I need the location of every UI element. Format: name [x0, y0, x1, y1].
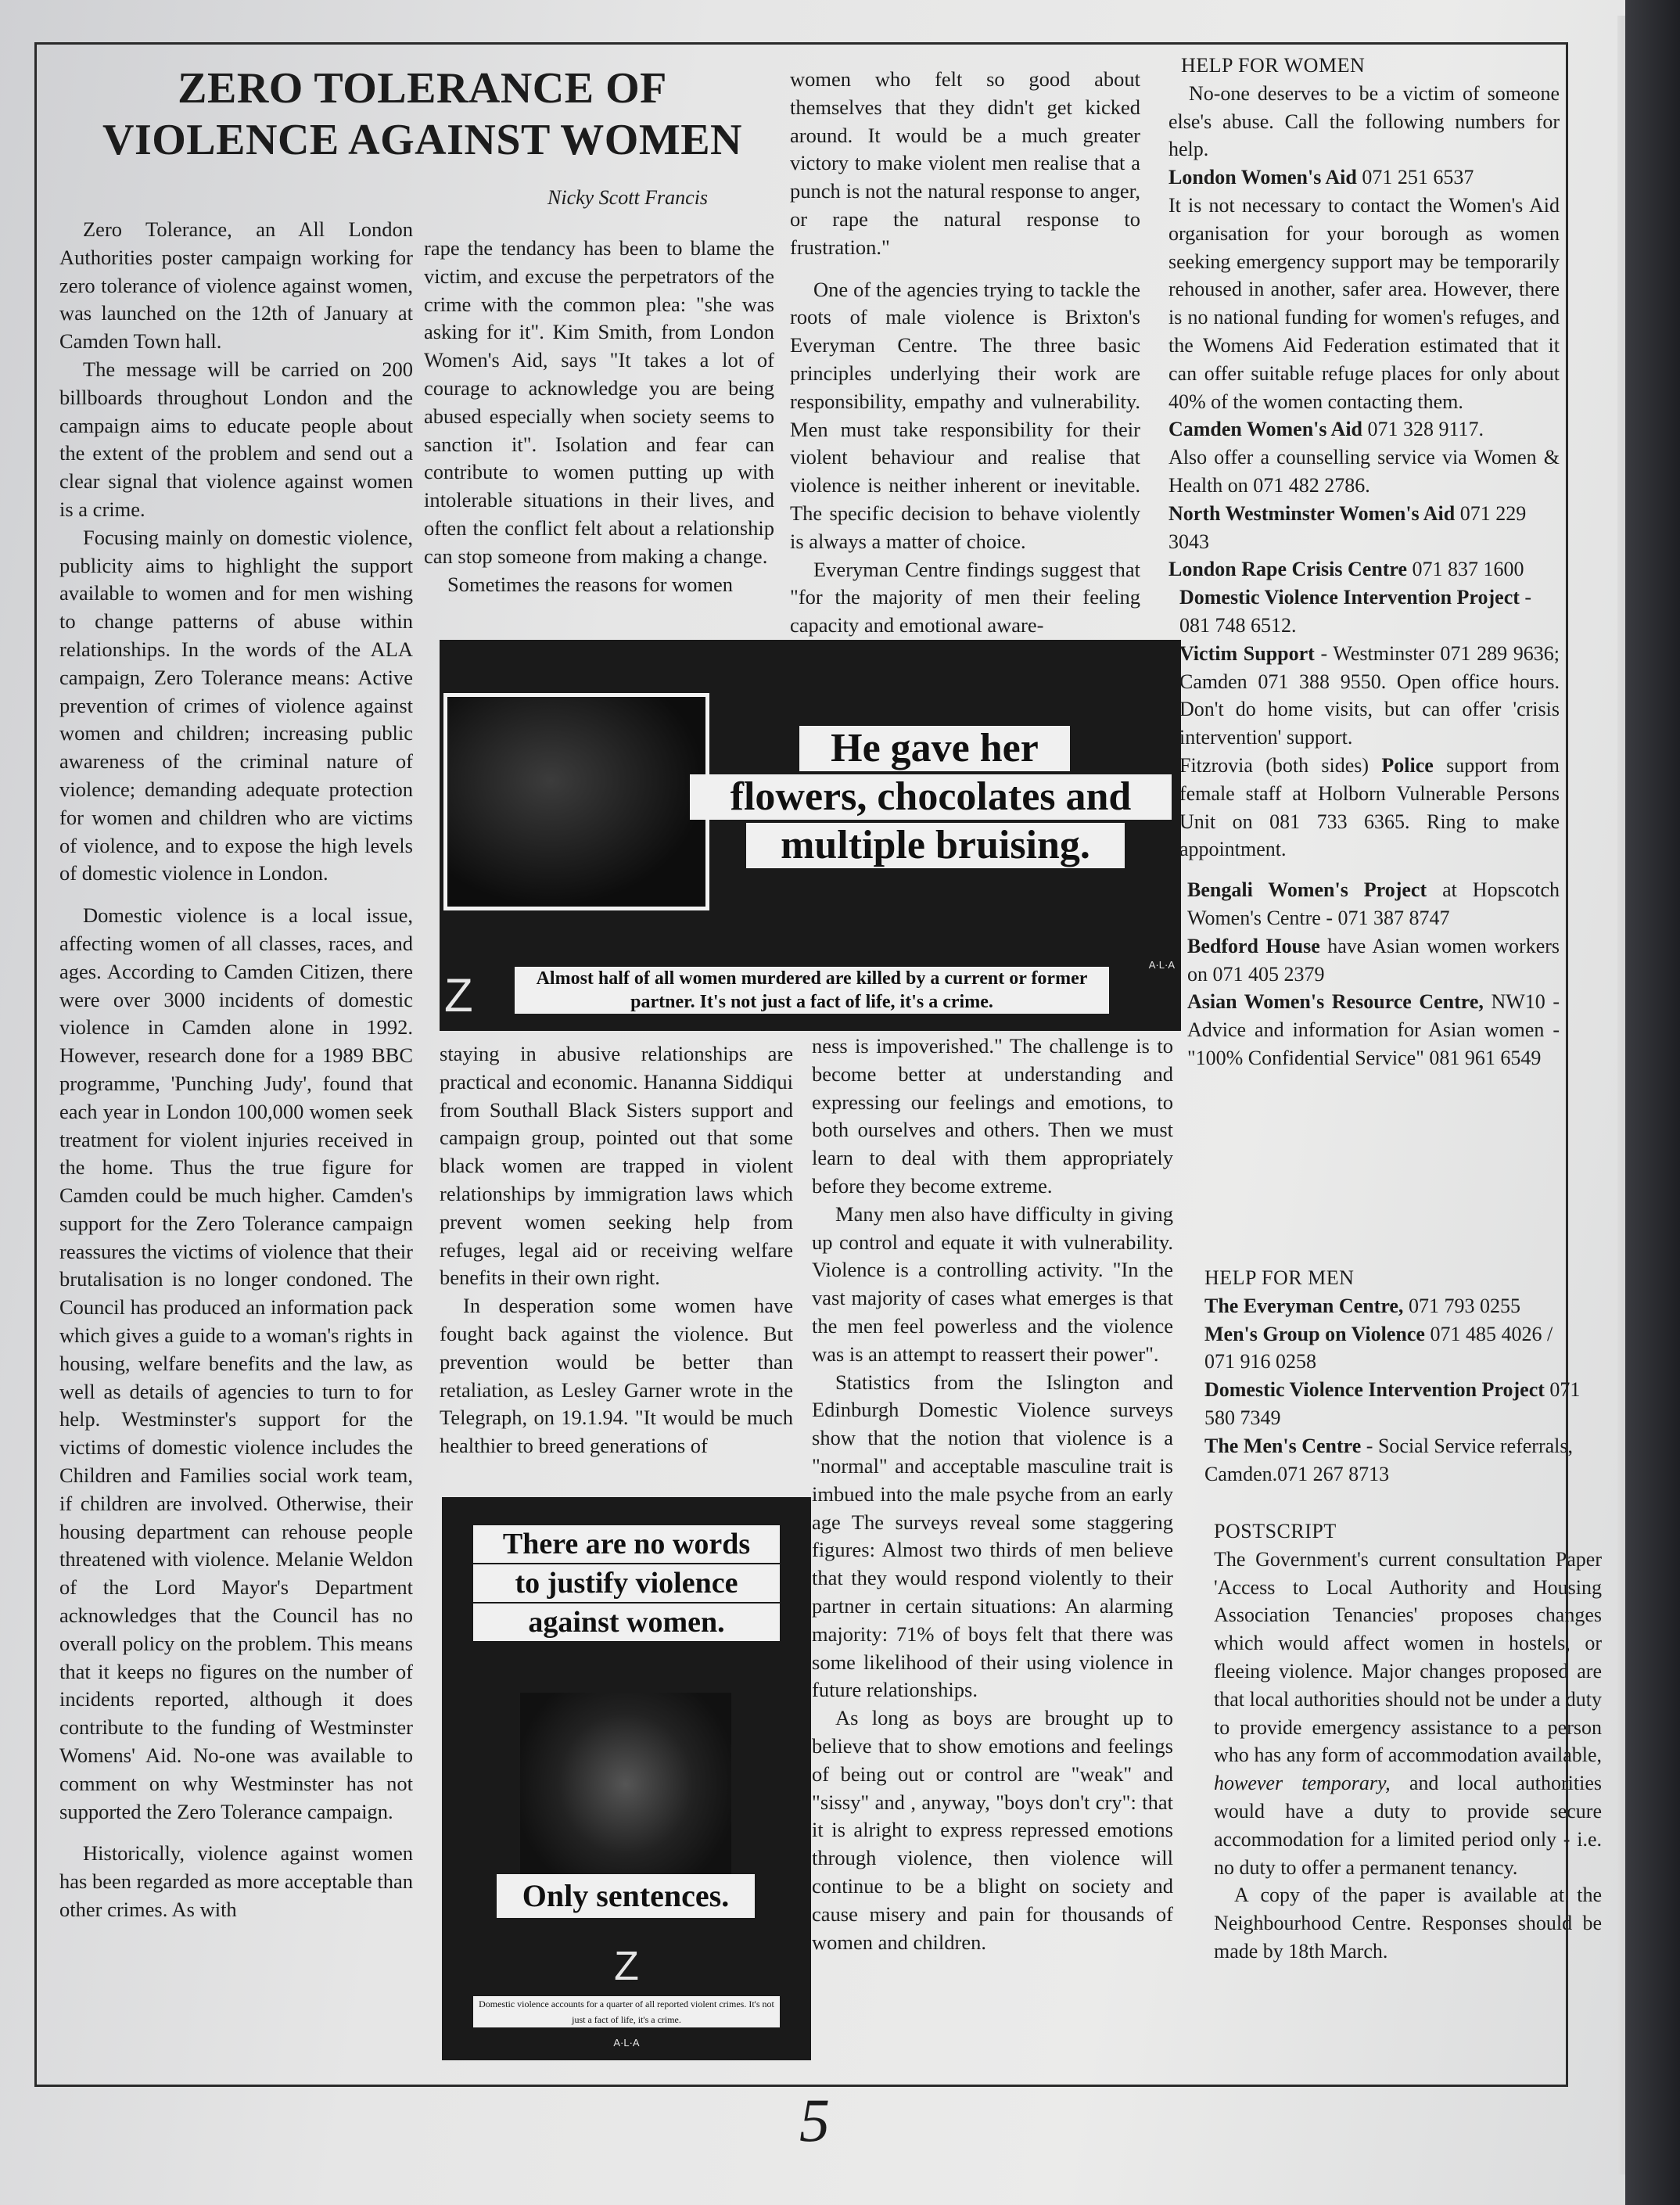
poster-line-4: Only sentences. [497, 1874, 755, 1918]
intro-text: No-one deserves to be a victim of someone else's abuse. Call the following numbers for help. [1168, 81, 1560, 161]
zero-tolerance-logo: Z [614, 1944, 639, 1989]
postscript-text: The Government's current consultation Paper 'Access to Local Authority and Housing Association Tenancies' proposes changes which would affect women in hostels, or fleeing violence. Major changes proposed are that local authorities should not be under a duty to provide emergency assistance to a person who has any form of accommodation available, [1214, 1547, 1602, 1767]
poster-line-3: against women. [473, 1603, 780, 1641]
org-name: Domestic Violence Intervention Project [1179, 586, 1520, 609]
poster-line-2: to justify violence [473, 1564, 780, 1602]
paragraph: rape the tendancy has been to blame the victim, and excuse the perpetrators of the crime with the common plea: "she was asking for it". Kim Smith, from London Women's Aid, says "It takes a lot of courage to acknowledge you are being abused especially when society seems to sanction it". Isolation and fear can contribute to women putting up with intolerable situations in their lives, and often the conflict felt about a relationship can stop someone from making a change. [424, 236, 774, 568]
background-edge [1625, 0, 1680, 2205]
section-heading: POSTSCRIPT [1214, 1520, 1337, 1542]
postscript-emphasis: however temporary, [1214, 1772, 1391, 1795]
article-title [78, 63, 766, 166]
info-text: Fitzrovia (both sides) [1179, 753, 1369, 777]
paragraph: The message will be carried on 200 billboards throughout London and the campaign aims to educate people about the extent of the problem and send out a clear signal that violence against women is a crime. [59, 357, 413, 521]
zero-tolerance-logo: Z [444, 969, 473, 1022]
poster-headline-3: multiple bruising. [746, 823, 1125, 868]
poster-line-1: There are no words [473, 1525, 780, 1563]
postscript-paragraph [1214, 1546, 1602, 1882]
paragraph: Many men also have difficulty in giving up control and equate it with vulnerability. Violence is a controlling activity. "In the vast majority of cases what emerges is that the men feel powerless and the violence was is an attempt to reassert their power". [812, 1201, 1173, 1366]
ala-logo: A·L·A [1148, 959, 1175, 971]
paragraph: Zero Tolerance, an All London Authorities poster campaign working for zero tolerance of violence against women, was launched on the 12th of January at Camden Town hall. [59, 217, 413, 354]
title-line-2: VIOLENCE AGAINST WOMEN [102, 116, 742, 164]
column-2-top [424, 235, 774, 598]
ala-logo: A·L·A [613, 2037, 640, 2049]
poster-no-words [442, 1497, 811, 2060]
poster-caption: Almost half of all women murdered are killed by a current or former partner. It's not just a fact of life, it's a crime. [515, 967, 1109, 1014]
column-2-bottom [440, 1040, 793, 1460]
org-name: Domestic Violence Intervention Project [1204, 1378, 1545, 1402]
poster-photo [520, 1693, 731, 1896]
page-number: 5 [799, 2086, 830, 2154]
poster-headline-2: flowers, chocolates and [690, 774, 1172, 820]
poster-caption: Domestic violence accounts for a quarter of all reported violent crimes. It's not just a fact of life, it's a crime. [473, 1996, 780, 2027]
info-text: support from female staff at Holborn Vulnerable Persons Unit on 081 733 6365. Ring to make appointment. [1179, 753, 1560, 861]
org-name: London Rape Crisis Centre [1168, 558, 1408, 581]
postscript-text: and local authorities would have a duty to provide secure accommodation for a limited period only - i.e. no duty to offer a permanent tenancy. [1214, 1772, 1602, 1879]
phone-number: 071 793 0255 [1408, 1294, 1520, 1317]
org-name: Bedford House [1187, 934, 1320, 957]
paragraph: Focusing mainly on domestic violence, publicity aims to highlight the support available to women and for men wishing to change patterns of abuse within relationships. In the words of the ALA campaign, Zero Tolerance means: Active prevention of crimes of violence against women and children; increasing public awareness of the criminal nature of violence; demanding adequate protection for women and children who are victims of violence, and to expose the high levels of domestic violence in London. [59, 525, 413, 885]
phone-number: 071 251 6537 [1362, 166, 1474, 189]
org-name: Police [1381, 753, 1434, 777]
column-3-bottom [812, 1032, 1173, 1956]
org-name: Victim Support [1179, 641, 1315, 665]
poster-headline-1: He gave her [799, 726, 1070, 771]
byline: Nicky Scott Francis [547, 186, 709, 209]
postscript-paragraph: A copy of the paper is available at the Neighbourhood Centre. Responses should be made by 18th March. [1214, 1884, 1602, 1963]
help-for-men-section [1204, 1264, 1581, 1488]
paragraph: Historically, violence against women has been regarded as more acceptable than other crimes. As with [59, 1841, 413, 1922]
info-text: It is not necessary to contact the Women's Aid organisation for your borough as women seeking emergency support may be temporarily rehoused in another, safer area. However, there is no national funding for women's refuges, and the Womens Aid Federation estimated that it can offer suitable refuge places for only about 40% of the women contacting them. [1168, 193, 1560, 413]
phone-number: 071 837 1600 [1412, 558, 1524, 581]
paragraph: Statistics from the Islington and Edinburgh Domestic Violence surveys show that the notion that violence is a "normal" and acceptable masculine trait is imbued into the male psyche from an early age The surveys reveal some staggering figures: Almost two thirds of men believe that they would respond violently to their partner in certain situations: An alarming majority: 71% of boys felt that there was some likelihood of their using violence in future relationships. [812, 1370, 1173, 1702]
org-name: Asian Women's Resource Centre, [1187, 990, 1484, 1014]
info-text: NW10 - Advice and information for Asian women - "100% Confidential Service" 081 961 6549 [1187, 990, 1560, 1069]
paragraph: Domestic violence is a local issue, affecting women of all classes, races, and ages. According to Camden Citizen, there were over 3000 incidents of domestic violence in Camden alone in 1992. However, research done for a 1989 BBC programme, 'Punching Judy', found that each year in London 100,000 women seek treatment for violent injuries received in the home. Thus the true figure for Camden could be much higher. Camden's support for the Zero Tolerance campaign reassures the victims of violence that their brutalisation is no longer condoned. The Council has produced an information pack which gives a guide to a woman's rights in housing, welfare benefits and the law, as well as details of agencies to turn to for help. Westminster's support for the victims of domestic violence includes the Children and Families social work team, if children are involved. Otherwise, their housing department can rehouse people threatened with violence. Melanie Weldon of the Lord Mayor's Department acknowledges that the Council has no overall policy on the problem. This means that it keeps no figures on the number of incidents reported, although it does contribute to the funding of Westminster Womens' Aid. No-one was available to comment on why Westminster has not supported the Zero Tolerance campaign. [59, 903, 413, 1823]
info-text: at Hopscotch Women's Centre - 071 387 8747 [1187, 878, 1560, 929]
help-for-women-section [1168, 52, 1560, 1072]
paragraph: As long as boys are brought up to believe that to show emotions and feelings of being out or control are "weak" and "sissy" and , anyway, "boys don't cry": that it is alright to express repressed emotions through violence, then violence will continue to be a blight on society and cause misery and pain for thousands of women and children. [812, 1706, 1173, 1954]
paragraph: ness is impoverished." The challenge is to become better at understanding and expressing our feelings and emotions, to both ourselves and others. Then we must learn to deal with them appropriately before they become extreme. [812, 1034, 1173, 1198]
section-heading: HELP FOR MEN [1204, 1266, 1355, 1289]
info-text: have Asian women workers on 071 405 2379 [1187, 934, 1560, 986]
phone-number: 071 229 3043 [1168, 501, 1527, 553]
column-3-top [790, 66, 1140, 640]
info-text: - Westminster 071 289 9636; Camden 071 388 9550. Open office hours. Don't do home visits, but can offer 'crisis intervention' support. [1179, 641, 1560, 749]
column-1 [59, 216, 413, 1924]
org-name: Bengali Women's Project [1187, 878, 1427, 902]
phone-number: - 081 748 6512. [1179, 586, 1532, 637]
paragraph: staying in abusive relationships are practical and economic. Hananna Siddiqui from Southall Black Sisters support and campaign group, pointed out that some black women are trapped in violent relationships by immigration laws which prevent women seeking help from refuges, legal aid or receiving welfare benefits in their own right. [440, 1042, 793, 1290]
org-name: Men's Group on Violence [1204, 1322, 1425, 1345]
paragraph: Sometimes the reasons for women [447, 572, 734, 596]
title-line-1: ZERO TOLERANCE OF [178, 64, 667, 113]
poster-he-gave-her-flowers [440, 640, 1181, 1031]
org-name: The Everyman Centre, [1204, 1294, 1404, 1317]
org-name: North Westminster Women's Aid [1168, 501, 1456, 525]
paragraph: Everyman Centre findings suggest that "for the majority of men their feeling capacity and emotional aware- [790, 557, 1140, 637]
postscript-section [1214, 1517, 1602, 1966]
poster-photo [443, 693, 709, 910]
paragraph: One of the agencies trying to tackle the roots of male violence is Brixton's Everyman Centre. The three basic principles underlying their work are responsibility, empathy and vulnerability. Men must take responsibility for their violent behaviour and realise that violence is neither inherent or inevitable. The specific decision to behave violently is always a matter of choice. [790, 277, 1140, 553]
org-name: The Men's Centre [1204, 1434, 1362, 1457]
org-name: Camden Women's Aid [1168, 418, 1363, 441]
info-text: - Social Service referrals, Camden.071 267 8713 [1204, 1434, 1573, 1485]
paragraph: women who felt so good about themselves that they didn't get kicked around. It would be a much greater victory to make violent men realise that a punch is not the natural response to anger, or rape the natural response to frustration." [790, 67, 1140, 259]
phone-number: 071 580 7349 [1204, 1378, 1581, 1429]
info-text: Also offer a counselling service via Women & Health on 071 482 2786. [1168, 446, 1560, 497]
org-name: London Women's Aid [1168, 166, 1357, 189]
phone-number: 071 328 9117. [1367, 418, 1484, 441]
phone-number: 071 485 4026 / 071 916 0258 [1204, 1322, 1553, 1374]
section-heading: HELP FOR WOMEN [1181, 54, 1366, 77]
paragraph: In desperation some women have fought back against the violence. But prevention would be better than retaliation, as Lesley Garner wrote in the Telegraph, on 19.1.94. "It would be much healthier to breed generations of [440, 1294, 793, 1458]
